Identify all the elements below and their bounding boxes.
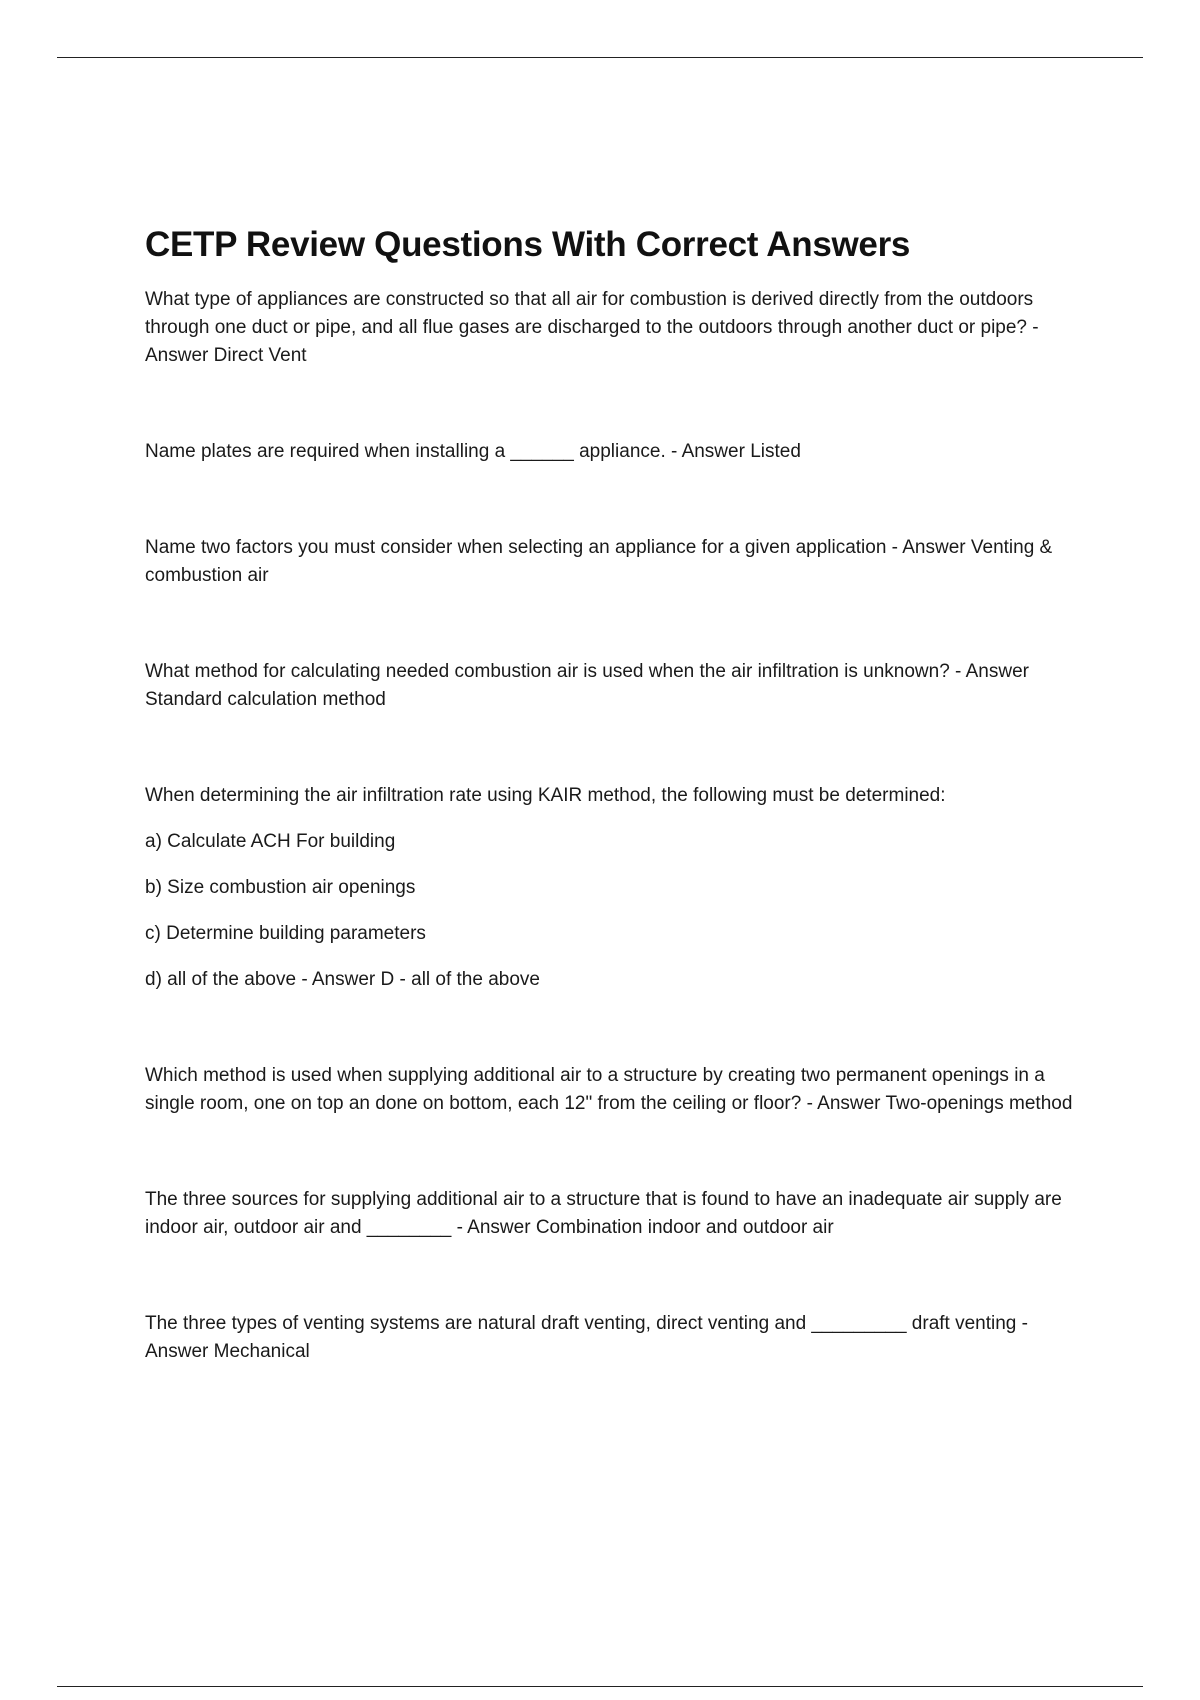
kair-option-c: c) Determine building parameters [145,923,426,944]
qa-item-name-plates: Name plates are required when installing a ______ appliance. - Answer Listed [145,441,801,462]
spacer [145,1118,1080,1186]
spacer [145,370,1080,438]
spacer [145,466,1080,534]
qa-item-direct-vent: What type of appliances are constructed so that all air for combustion is derived directly from the outdoors through one duct or pipe, and all flue gases are discharged to the outdoors through another duct or pipe? - Answer Direct Vent [145,289,1039,366]
kair-option-b: b) Size combustion air openings [145,877,416,898]
kair-option-d: d) all of the above - Answer D - all of the above [145,969,540,990]
document-body [145,224,1080,1366]
qa-item-venting-systems: The three types of venting systems are natural draft venting, direct venting and _________ draft venting - Answer Mechanical [145,1313,1028,1362]
spacer [145,994,1080,1062]
spacer [145,590,1080,658]
spacer [145,1242,1080,1310]
kair-option-a: a) Calculate ACH For building [145,831,396,852]
qa-item-two-factors: Name two factors you must consider when selecting an appliance for a given application - Answer Venting & combustion air [145,537,1053,586]
top-rule [57,57,1143,58]
qa-item-kair-stem: When determining the air infiltration rate using KAIR method, the following must be determined: [145,785,946,806]
qa-item-standard-calculation: What method for calculating needed combustion air is used when the air infiltration is unknown? - Answer Standard calculation method [145,661,1029,710]
qa-item-three-sources: The three sources for supplying additional air to a structure that is found to have an inadequate air supply are indoor air, outdoor air and ________ - Answer Combination indoor and outdoor air [145,1189,1062,1238]
qa-item-two-openings: Which method is used when supplying additional air to a structure by creating two permanent openings in a single room, one on top an done on bottom, each 12" from the ceiling or floor? - Answer Two-openings method [145,1065,1073,1114]
spacer [145,714,1080,782]
bottom-rule [57,1686,1143,1687]
document-title: CETP Review Questions With Correct Answers [145,225,911,264]
